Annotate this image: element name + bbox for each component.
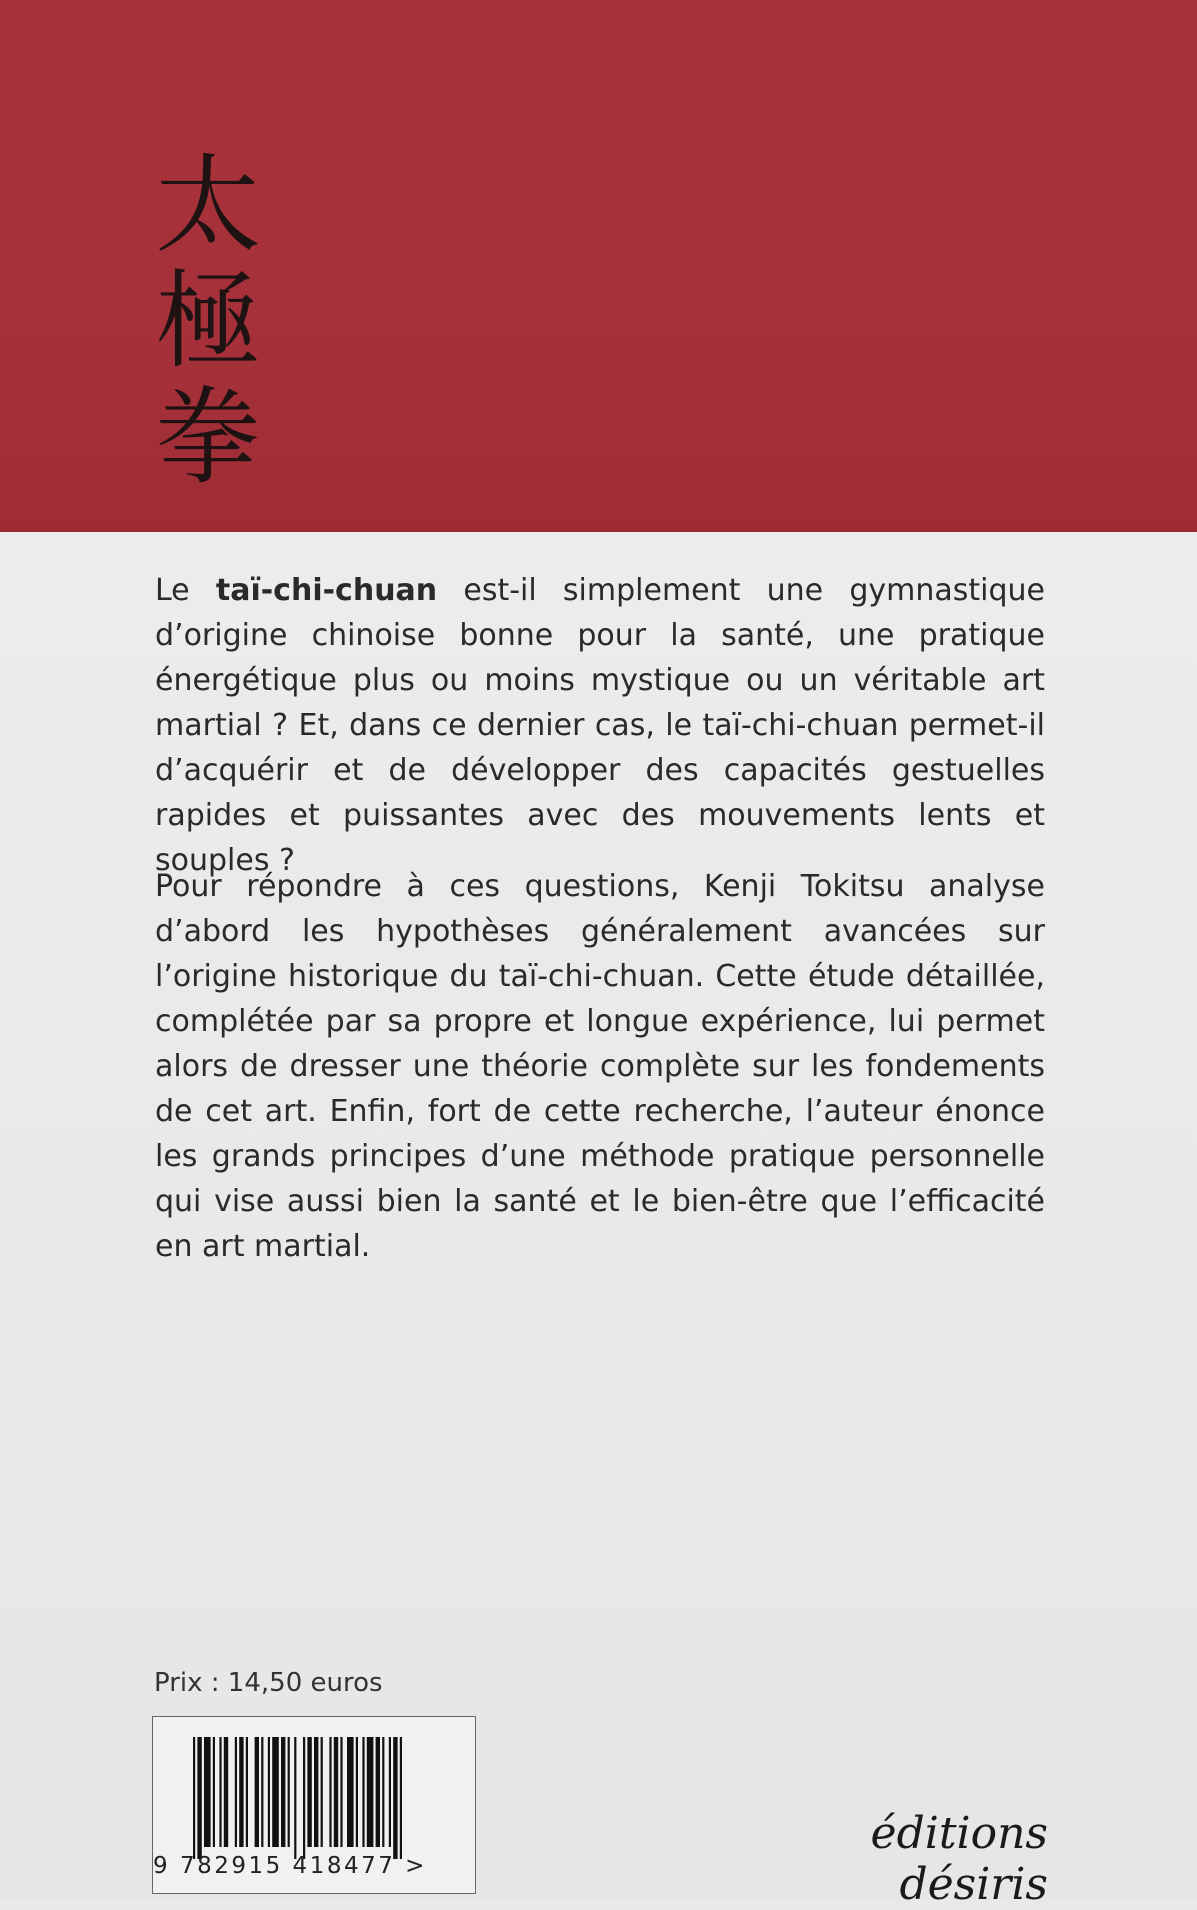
p1-rest: est-il simplement une gymnastique d’origine chinoise bonne pour la santé, une pratique énergétique plus ou moins mystique ou un véritable art martial ? Et, dans ce dernier cas, le taï-chi-chuan permet-il d’acquérir et de développer des capacités gestuelles rapides et puissantes avec des mouvements lents et souples ? <box>155 573 1045 878</box>
hanzi-quan: 拳 <box>155 376 261 499</box>
hanzi-tai: 太 <box>155 144 261 267</box>
publisher-logo: éditions désiris <box>870 1808 1048 1910</box>
hanzi-ji: 極 <box>155 260 261 383</box>
back-cover-body <box>0 532 1197 1910</box>
p1-lead: Le <box>155 573 216 608</box>
price-label: Prix : 14,50 euros <box>154 1668 383 1698</box>
red-header-band <box>0 0 1197 532</box>
description-paragraph-1 <box>155 568 1045 883</box>
description-paragraph-2: Pour répondre à ces questions, Kenji Tokitsu analyse d’abord les hypothèses généralement avancées sur l’origine historique du taï-chi-chuan. Cette étude détaillée, complétée par sa propre et longue expérience, lui permet alors de dresser une théorie complète sur les fondements de cet art. Enfin, fort de cette recherche, l’auteur énonce les grands principes d’une méthode pratique personnelle qui vise aussi bien la santé et le bien-être que l’efficacité en art martial. <box>155 869 1045 1264</box>
p1-term: taï-chi-chuan <box>215 573 438 608</box>
isbn-number: 9 782915 418477 > <box>153 1853 427 1879</box>
isbn-barcode <box>152 1716 476 1894</box>
